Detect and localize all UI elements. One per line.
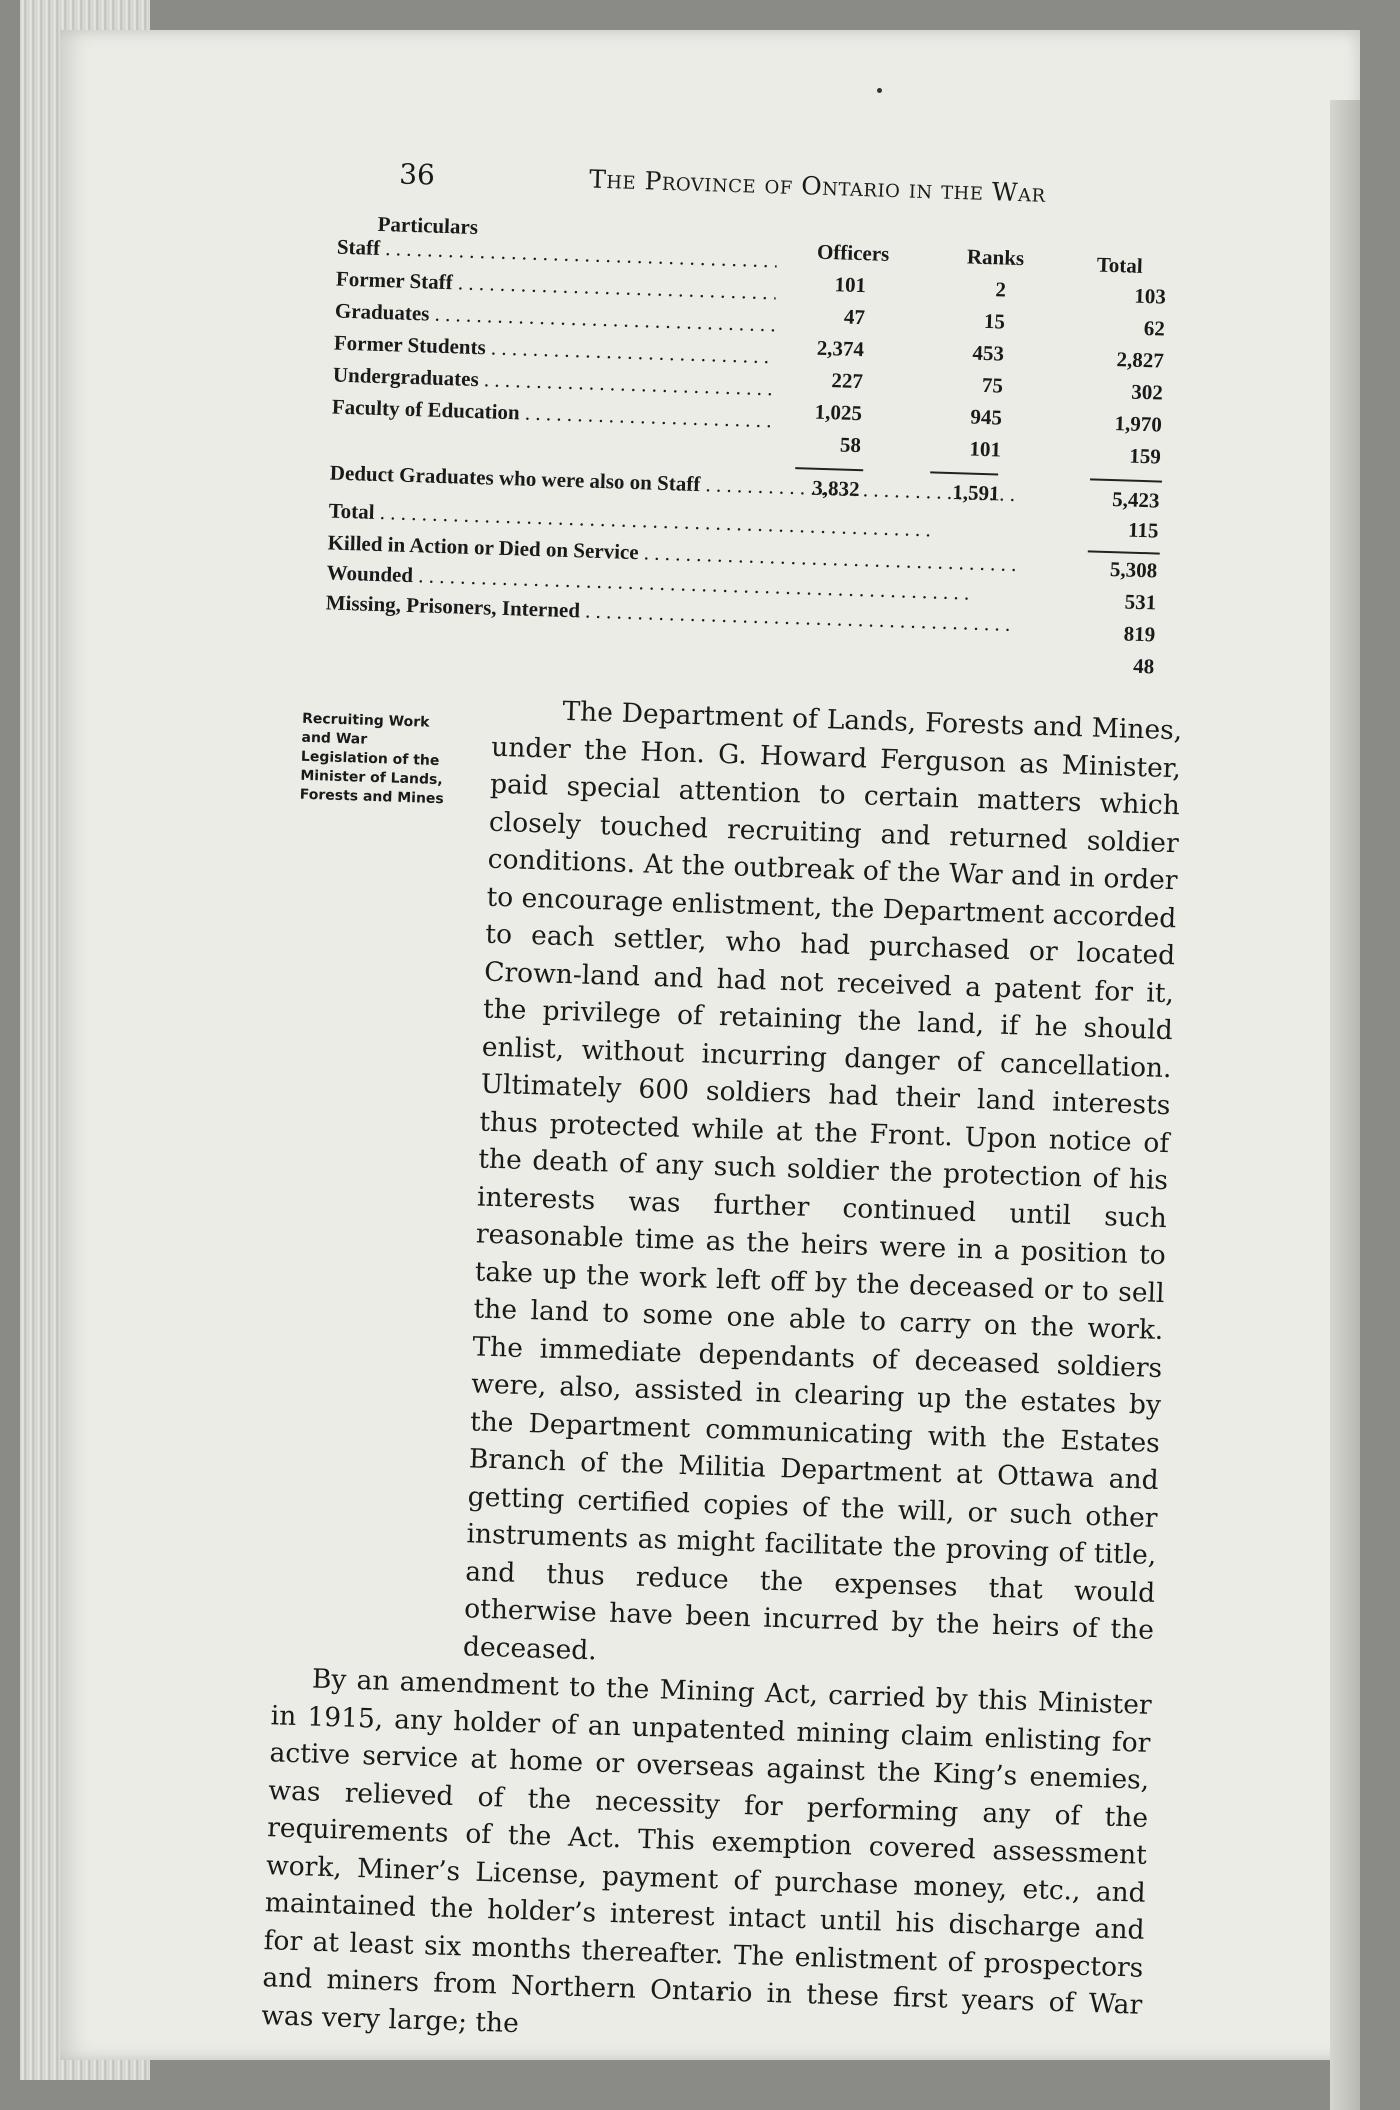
summary-total: 48 [1132, 653, 1155, 679]
summary-label: Killed in Action or Died on Service . . . [327, 530, 1017, 577]
header-ranks: Ranks [966, 244, 1025, 271]
total-cell: 159 [1128, 443, 1162, 469]
page-content [260, 150, 1249, 2039]
row-label: Graduates . . . [335, 299, 776, 338]
subtotal-rule [1090, 478, 1162, 482]
summary-total: 115 [1127, 517, 1159, 543]
row-label: Undergraduates . . . [333, 363, 774, 402]
header-officers: Officers [816, 239, 890, 266]
subtotal-rule [930, 471, 998, 475]
officers-cell: 2,374 [816, 335, 865, 362]
body-text [261, 685, 1183, 2062]
ranks-cell: 15 [983, 308, 1006, 334]
row-label: Faculty of Education . . . [332, 395, 773, 434]
header-total: Total [1096, 252, 1144, 278]
total-cell: 103 [1133, 283, 1167, 309]
paragraph: By an amendment to the Mining Act, carried by this Minister in 1915, any holder of an unpatented mining claim enlisting for active service at home or overseas against the King’s enemies, was relieved of the necessity for performing any of the requirements of the Act. This exemption covered assessment work, Miner’s License, payment of purchase money, etc., and maintained the holder’s interest intact until his discharge and for at least six months thereafter. The enlistment of prospectors and miners from Northern Ontario in these first years of War was very large; the [260, 1663, 1153, 2039]
summary-label: Missing, Prisoners, Interned . . . [325, 590, 1015, 637]
summary-label: Deduct Graduates who were also on Staff . . . [329, 460, 1019, 507]
total-cell: 1,970 [1114, 411, 1163, 437]
service-table [302, 210, 1247, 739]
officers-cell: 101 [834, 272, 867, 298]
subtotal-rule [795, 467, 863, 471]
summary-total: 819 [1123, 621, 1156, 647]
paragraph: The Department of Lands, Forests and Mines, under the Hon. G. Howard Ferguson as Minister, paid special attention to certain matters which closely touched recruiting and returned soldier conditions. At the outbreak of the War and in order to encourage enlistment, the Department accorded to each settler, who had purchased or located Crown-land and had not received a patent for it, the privilege of retaining the land, if he should enlist, without incurring danger of cancellation. Ultimately 600 soldiers had their land interests thus protected while at the Front. Upon notice of the death of any such soldier the protection of his interests was further continued until such reasonable time as the heirs were in a position to take up the work left off by the deceased or to sell the land to some one able to carry on the work. The immediate dependants of deceased soldiers were, also, assisted in clearing up the estates by the Department communicating with the Estates Branch of the Militia Department at Ottawa and getting certified copies of the will, or such other instruments as might facilitate the proving of title, and thus reduce the expenses that would otherwise have been incurred by the heirs of the deceased. [462, 695, 1183, 1666]
margin-note: Recruiting Work and War Legislation of the Minister of Lands, Forests and Mines [299, 710, 445, 808]
summary-label: Total . . . [328, 498, 1018, 545]
header-particulars: Particulars [377, 211, 479, 239]
ranks-cell: 2 [995, 277, 1007, 302]
total-cell: 62 [1143, 315, 1166, 341]
subtotal-officers: 3,832 [812, 475, 860, 502]
subtotal-total: 5,423 [1111, 487, 1160, 513]
row-label: Former Students . . . [334, 331, 775, 370]
summary-label: Wounded . . . [326, 560, 1016, 607]
ranks-cell: 101 [969, 436, 1002, 462]
total-cell: 302 [1130, 379, 1164, 405]
running-head: The Province of Ontario in the War [588, 164, 1047, 208]
officers-cell: 1,025 [814, 399, 863, 426]
officers-cell: 227 [831, 368, 864, 394]
ranks-cell: 453 [972, 340, 1005, 366]
page-right-edge [1330, 100, 1360, 2110]
total-rule [1088, 550, 1160, 554]
row-label: Former Staff . . . [336, 267, 777, 306]
summary-total: 5,308 [1109, 557, 1158, 583]
officers-cell: 58 [839, 432, 862, 458]
total-cell: 2,827 [1116, 347, 1165, 373]
officers-cell: 47 [843, 304, 866, 330]
summary-total: 531 [1124, 589, 1157, 615]
row-label: Staff . . . [337, 235, 778, 274]
subtotal-ranks: 1,591 [951, 480, 1000, 506]
ranks-cell: 945 [970, 404, 1003, 430]
speck [877, 88, 882, 93]
ranks-cell: 75 [981, 372, 1004, 398]
page-number: 36 [398, 157, 436, 192]
